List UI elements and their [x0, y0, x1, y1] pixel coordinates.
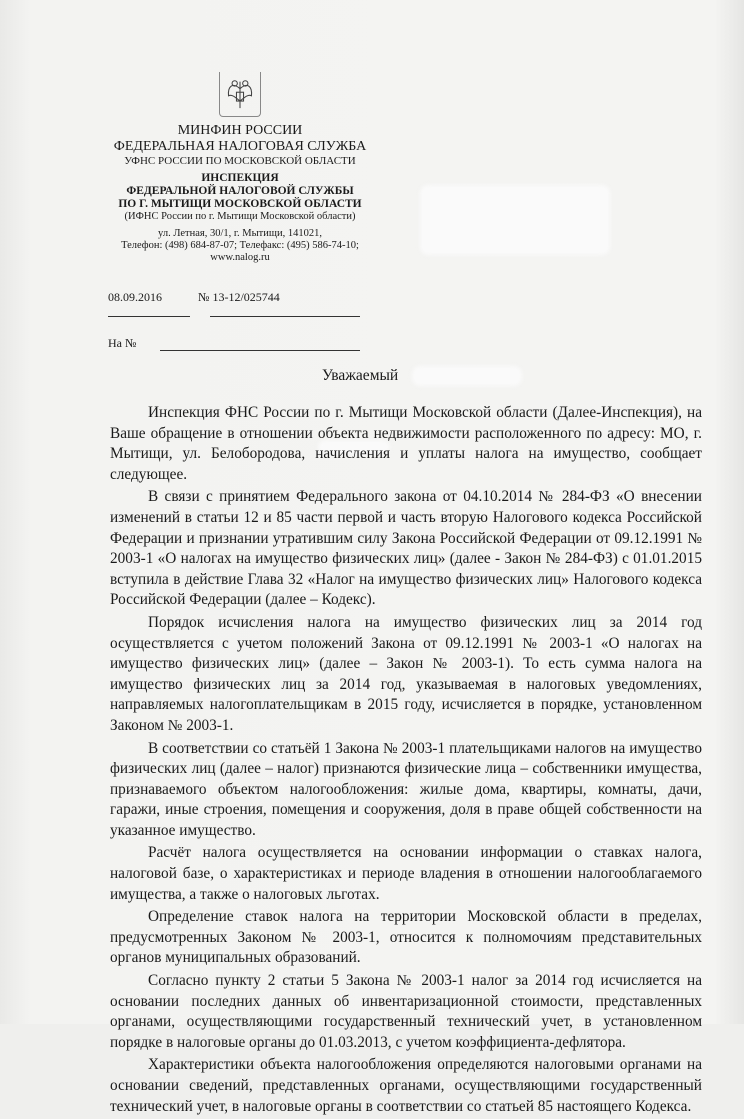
greeting: Уважаемый: [322, 367, 399, 384]
letter-body: [110, 403, 702, 1119]
reply-to-underline: [160, 350, 360, 351]
paragraph: Согласно пункту 2 статьи 5 Закона № 2003-1 налог за 2014 год исчисляется на основании последних данных об инвентаризационной стоимости, представленных органами, осуществляющими государственный технический учет, в установленном порядке в налоговые органы до 01.03.2013, с учетом коэффициента-дефлятора.: [110, 972, 702, 1051]
service-name: ФЕДЕРАЛЬНАЯ НАЛОГОВАЯ СЛУЖБА: [113, 139, 367, 155]
letterhead: [95, 72, 385, 264]
inspection-short-name: (ИФНС России по г. Мытищи Московской области): [124, 211, 356, 223]
coat-of-arms-icon: [219, 72, 261, 117]
paragraph: Определение ставок налога на территории Московской области в пределах, предусмотренных Законом № 2003-1, относится к полномочиям представительных органов муниципальных образований.: [110, 908, 702, 967]
phones: Телефон: (498) 684-87-07; Телефакс: (495) 586-74-10;: [121, 239, 359, 251]
redacted-recipient: [420, 185, 610, 255]
paragraph: Расчёт налога осуществляется на основании информации о ставках налога, налоговой базе, о характеристиках и периоде владения в отношении налогооблагаемого имущества, а также о налоговых льготах.: [110, 844, 702, 903]
paragraph: В связи с принятием Федерального закона от 04.10.2014 № 284-ФЗ «О внесении изменений в статьи 12 и 85 части первой и часть вторую Налогового кодекса Российской Федерации и признании утратившим силу Закона Российской Федерации от 09.12.1991 № 2003-1 «О налогах на имущество физических лиц» (далее - Закон № 284-ФЗ) с 01.01.2015 вступила в действие Глава 32 «Налог на имущество физических лиц» Налогового кодекса Российской Федерации (далее – Кодекс).: [110, 488, 702, 609]
paragraph: Характеристики объекта налогообложения определяются налоговыми органами на основании сведений, представленных органами, осуществляющими государственный технический учет, в налоговые органы в соответствии со статьей 85 настоящего Кодекса.: [110, 1056, 702, 1115]
inspection-line-1: ИНСПЕКЦИЯ: [201, 171, 279, 184]
letter-date: 08.09.2016: [108, 290, 162, 304]
paragraph: Порядок исчисления налога на имущество физических лиц за 2014 год осуществляется с учетом положений Закона от 09.12.1991 № 2003-1 «О налогах на имущество физических лиц» (далее – Закон № 2003-1). То есть сумма налога на имущество физических лиц за 2014 год, указываемая в налоговых уведомлениях, направляемых налогоплательщикам в 2015 году, исчисляется в порядке, установленном Законом № 2003-1.: [110, 613, 702, 734]
ministry-name: МИНФИН РОССИИ: [177, 123, 303, 138]
paragraph: В соответствии со статьёй 1 Закона № 2003-1 плательщиками налогов на имущество физических лиц (далее – налог) признаются физические лица – собственники имущества, признаваемого объектом налогообложения: жилые дома, квартиры, комнаты, дачи, гаражи, иные строения, помещения и сооружения, доля в праве общей собственности на указанное имущество.: [110, 739, 702, 839]
inspection-line-3: ПО Г. МЫТИЩИ МОСКОВСКОЙ ОБЛАСТИ: [118, 198, 362, 211]
regional-office: УФНС РОССИИ ПО МОСКОВСКОЙ ОБЛАСТИ: [124, 155, 356, 168]
date-underline: [108, 316, 190, 317]
paragraph: Инспекция ФНС России по г. Мытищи Московской области (Далее-Инспекция), на Ваше обращение в отношении объекта недвижимости расположенного по адресу: МО, г. Мытищи, ул. Белобородова, начисления и уплаты налога на имущество, сообщает следующее.: [110, 404, 702, 483]
redacted-name: [412, 366, 522, 386]
website: www.nalog.ru: [210, 251, 270, 263]
letter-number: № 13-12/025744: [198, 290, 280, 304]
inspection-line-2: ФЕДЕРАЛЬНОЙ НАЛОГОВОЙ СЛУЖБЫ: [126, 185, 354, 198]
address: ул. Летная, 30/1, г. Мытищи, 141021,: [158, 227, 322, 239]
reply-to-label: На №: [108, 336, 137, 350]
number-underline: [210, 316, 360, 317]
